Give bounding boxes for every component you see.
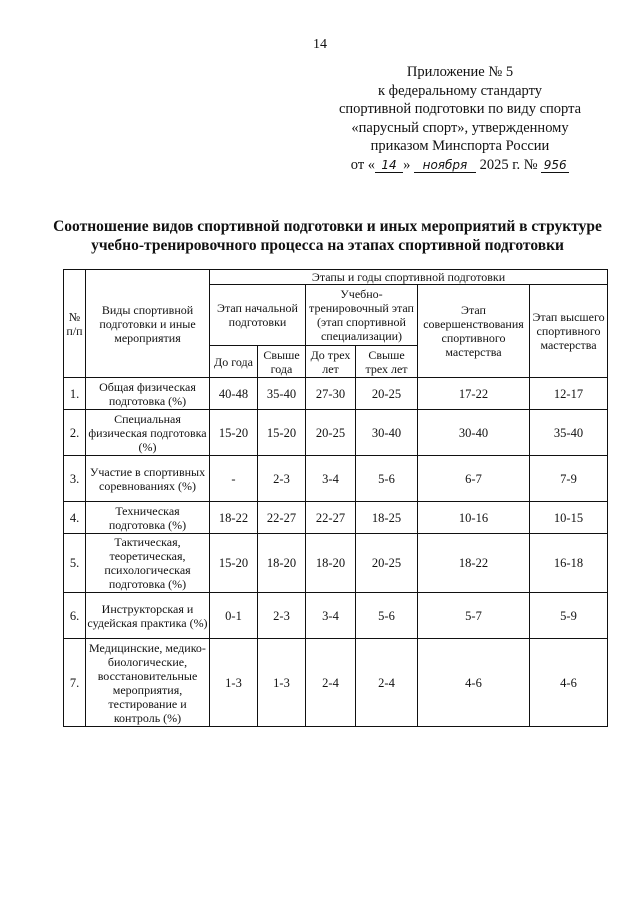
header-kinds: Виды спортивной подготовки и иные мероприятия [86,270,210,378]
row-value: 5-6 [356,456,418,502]
row-value: 2-3 [258,593,306,639]
table-row [64,593,608,639]
row-number: 5. [64,534,86,593]
row-value: 35-40 [530,410,608,456]
header-stage-highest: Этап высшего спортивного мастерства [530,285,608,378]
row-value: 17-22 [418,378,530,410]
handwritten-order-number: 956 [541,158,569,173]
header-stages: Этапы и годы спортивной подготовки [210,270,608,285]
row-value: 2-3 [258,456,306,502]
row-value: 1-3 [210,639,258,727]
row-value: 6-7 [418,456,530,502]
row-value: 5-9 [530,593,608,639]
table-row [64,378,608,410]
row-value: 40-48 [210,378,258,410]
document-title: Соотношение видов спортивной подготовки и иных мероприятий в структуре учебно-тренировочного процесса на этапах спортивной подготовки [53,218,602,254]
header-stage-improvement: Этап совершенствования спортивного мастерства [418,285,530,378]
page-number: 14 [313,37,327,52]
header-stage-initial: Этап начальной подготовки [210,285,306,346]
row-value: 16-18 [530,534,608,593]
row-number: 4. [64,502,86,534]
table-row [64,456,608,502]
header-stage-training: Учебно-тренировочный этап (этап спортивной специализации) [306,285,418,346]
header-number: № п/п [64,270,86,378]
row-value: 5-7 [418,593,530,639]
row-value: 35-40 [258,378,306,410]
row-value: 15-20 [210,410,258,456]
row-value: 10-16 [418,502,530,534]
row-value: 20-25 [356,378,418,410]
handwritten-day: 14 [375,158,403,173]
row-kind: Инструкторская и судейская практика (%) [86,593,210,639]
row-value: 0-1 [210,593,258,639]
row-value: 22-27 [306,502,356,534]
row-number: 3. [64,456,86,502]
row-value: 22-27 [258,502,306,534]
row-value: 30-40 [418,410,530,456]
row-value: 30-40 [356,410,418,456]
row-value: 15-20 [258,410,306,456]
header-training-over-3: Свыше трех лет [356,346,418,378]
row-value: 12-17 [530,378,608,410]
appendix-block [320,63,600,174]
header-initial-over-year: Свыше года [258,346,306,378]
training-ratio-table [63,269,608,727]
row-value: 18-20 [306,534,356,593]
row-kind: Медицинские, медико-биологические, восстановительные мероприятия, тестирование и контроль (%) [86,639,210,727]
row-value: 3-4 [306,456,356,502]
appendix-line-1: Приложение № 5 [406,64,514,80]
appendix-line-3: спортивной подготовки по виду спорта [338,101,582,117]
table-row [64,639,608,727]
row-value: 2-4 [306,639,356,727]
row-value: 3-4 [306,593,356,639]
row-value: 18-20 [258,534,306,593]
row-value: 5-6 [356,593,418,639]
row-value: 20-25 [306,410,356,456]
date-prefix: от « [350,156,376,173]
row-kind: Техническая подготовка (%) [86,502,210,534]
row-number: 7. [64,639,86,727]
table-row [64,534,608,593]
row-value: 10-15 [530,502,608,534]
row-value: 7-9 [530,456,608,502]
row-number: 6. [64,593,86,639]
row-value: - [210,456,258,502]
row-value: 4-6 [418,639,530,727]
date-year: 2025 г. № [479,156,538,173]
row-kind: Общая физическая подготовка (%) [86,378,210,410]
row-value: 15-20 [210,534,258,593]
row-value: 1-3 [258,639,306,727]
header-initial-year1: До года [210,346,258,378]
row-kind: Тактическая, теоретическая, психологическая подготовка (%) [86,534,210,593]
row-kind: Участие в спортивных соревнованиях (%) [86,456,210,502]
row-value: 18-22 [210,502,258,534]
row-number: 2. [64,410,86,456]
date-mid: » [403,156,411,173]
row-value: 18-22 [418,534,530,593]
handwritten-month: ноября [414,158,476,173]
row-value: 27-30 [306,378,356,410]
appendix-line-4: «парусный спорт», утвержденному [351,119,569,136]
row-value: 4-6 [530,639,608,727]
table-row [64,410,608,456]
row-number: 1. [64,378,86,410]
row-kind: Специальная физическая подготовка (%) [86,410,210,456]
table-row [64,502,608,534]
header-training-up-to-3: До трех лет [306,346,356,378]
appendix-date-line [320,156,600,175]
row-value: 20-25 [356,534,418,593]
appendix-line-2: к федеральному стандарту [378,82,542,99]
row-value: 18-25 [356,502,418,534]
appendix-line-5: приказом Минспорта России [370,138,550,154]
row-value: 2-4 [356,639,418,727]
